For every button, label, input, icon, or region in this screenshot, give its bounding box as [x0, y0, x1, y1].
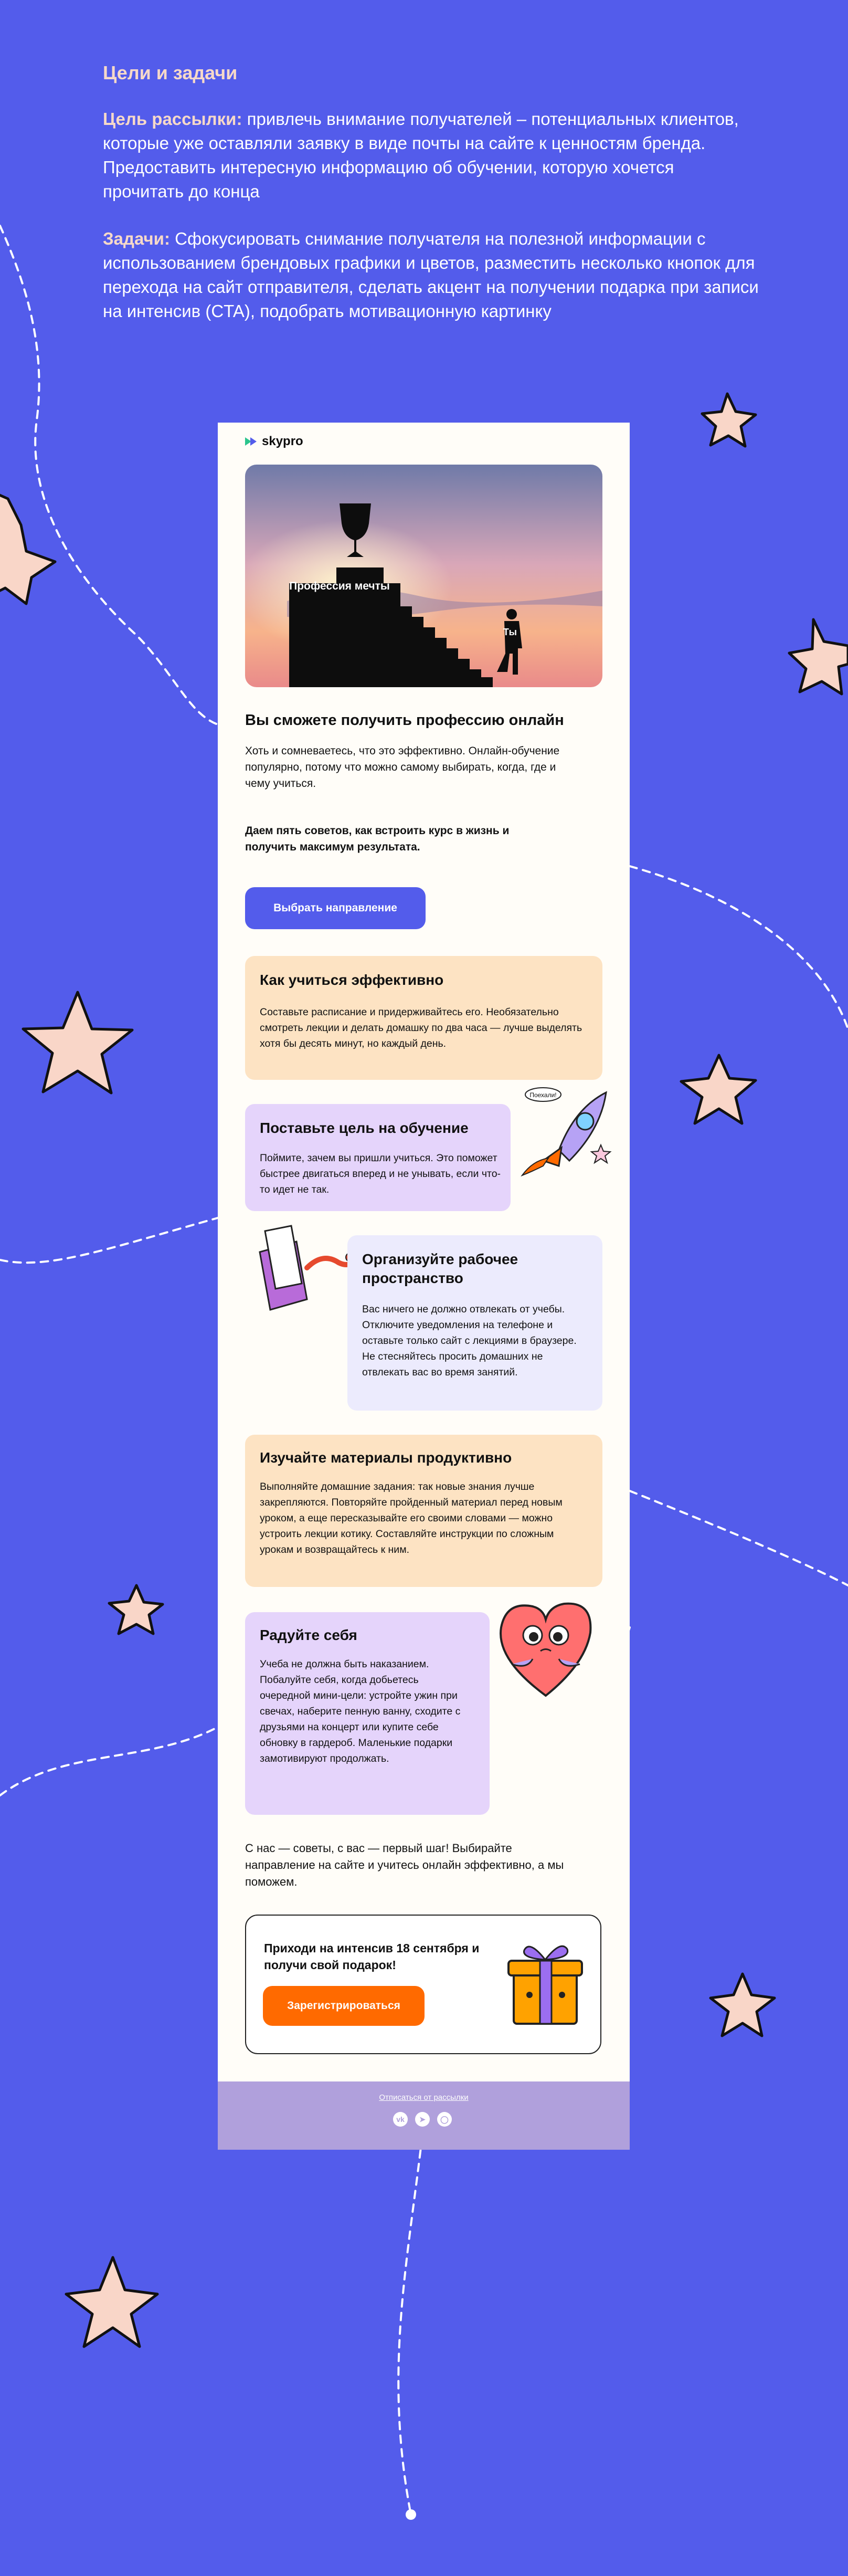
book-illustration — [249, 1210, 354, 1315]
tip-card-2 — [245, 1104, 511, 1211]
register-button[interactable]: Зарегистрироваться — [263, 1986, 425, 2026]
tasks-label: Задачи: — [103, 229, 170, 248]
tip-title: Изучайте материалы продуктивно — [260, 1449, 512, 1466]
tip-body: Учеба не должна быть наказанием. Побалуйте себя, когда добьетесь очередной мини-цели: устройте ужин при свечах, наберите пенную ванну, сходите с друзьями на концерт или купите себе обновку в гардероб. Маленькие подарки замотивируют продолжать. — [260, 1658, 461, 1764]
email-footer — [218, 2081, 630, 2150]
skypro-logo-icon — [245, 437, 258, 446]
gift-illustration — [503, 1934, 587, 2029]
unsubscribe-link[interactable]: Отписаться от рассылки — [379, 2093, 469, 2102]
goal-label: Цель рассылки: — [103, 109, 242, 129]
tasks-text: Сфокусировать снимание получателя на полезной информации с использованием брендовых графики и цветов, разместить несколько кнопок для перехода на сайт отправителя, сделать акцент на получении подарка при записи на интенсив (CTA), подобрать мотивационную картинку — [103, 229, 759, 321]
tip-title: Радуйте себя — [260, 1627, 357, 1643]
email-newsletter — [218, 423, 630, 2150]
tip-card-5 — [245, 1612, 490, 1815]
tip-body: Составьте расписание и придерживайтесь его. Необязательно смотреть лекции и делать домашку по два часа — лучше выделять хотя бы десять минут, но каждый день. — [260, 1006, 582, 1049]
social-links — [393, 2112, 452, 2127]
tip-body: Вас ничего не должно отвлекать от учебы. Отключите уведомления на телефоне и оставьте только сайт с лекциями в браузере. Не стесняйтесь просить домашних не отвлекать вас во время занятий. — [362, 1303, 577, 1378]
lead-bold-text: Даем пять советов, как встроить курс в жизнь и получить максимум результата. — [245, 825, 510, 853]
hero-pedestal-label: Профессия мечты — [289, 580, 390, 592]
tip-body: Выполняйте домашние задания: так новые знания лучше закрепляются. Повторяйте пройденный материал перед новым уроком, а еще пересказывайте его своими словами — можно устроить лекции котику. Составляйте инструкции по сложным урокам и возвращайтесь к ним. — [260, 1481, 563, 1555]
cta-box — [245, 1915, 601, 2054]
instagram-icon[interactable]: ◯ — [437, 2112, 452, 2127]
telegram-icon[interactable]: ➤ — [415, 2112, 430, 2127]
tip-body: Поймите, зачем вы пришли учиться. Это поможет быстрее двигаться вперед и не унывать, если что-то идет не так. — [260, 1152, 501, 1195]
goal-text: привлечь внимание получателей – потенциальных клиентов, которые уже оставляли заявку в виде почты на сайте к ценностям бренда. Предоставить интересную информацию об обучении, которую хочется прочитать до конца — [103, 109, 739, 201]
rocket-speech-bubble: Поехали! — [529, 1091, 557, 1099]
vk-icon[interactable]: vk — [393, 2112, 408, 2127]
tip-card-1 — [245, 956, 602, 1080]
skypro-logo[interactable] — [245, 434, 303, 449]
tip-card-3 — [347, 1235, 602, 1411]
tip-title: Организуйте рабочее пространство — [362, 1251, 518, 1286]
tip-title: Как учиться эффективно — [260, 972, 444, 988]
tip-card-4 — [245, 1435, 602, 1587]
intro-section — [103, 62, 759, 346]
cta-text: Приходи на интенсив 18 сентября и получи свой подарок! — [264, 1941, 480, 1972]
rocket-illustration — [512, 1087, 617, 1176]
hero-image — [245, 465, 602, 687]
heart-illustration — [491, 1591, 601, 1706]
choose-direction-button[interactable]: Выбрать направление — [245, 887, 426, 929]
hero-you-label: Ты — [503, 627, 517, 637]
tasks-paragraph — [103, 227, 759, 323]
tip-title: Поставьте цель на обучение — [260, 1120, 469, 1136]
lead-text: Хоть и сомневаетесь, что это эффективно. Онлайн-обучение популярно, потому что можно самому выбирать, когда, где и чему учиться. — [245, 745, 560, 790]
goal-paragraph — [103, 107, 759, 204]
closing-text: С нас — советы, с вас — первый шаг! Выбирайте направление на сайте и учитесь онлайн эффективно, а мы поможем. — [245, 1842, 564, 1888]
logo-text: skypro — [262, 434, 303, 448]
main-heading: Вы сможете получить профессию онлайн — [245, 712, 564, 729]
intro-heading: Цели и задачи — [103, 62, 238, 83]
